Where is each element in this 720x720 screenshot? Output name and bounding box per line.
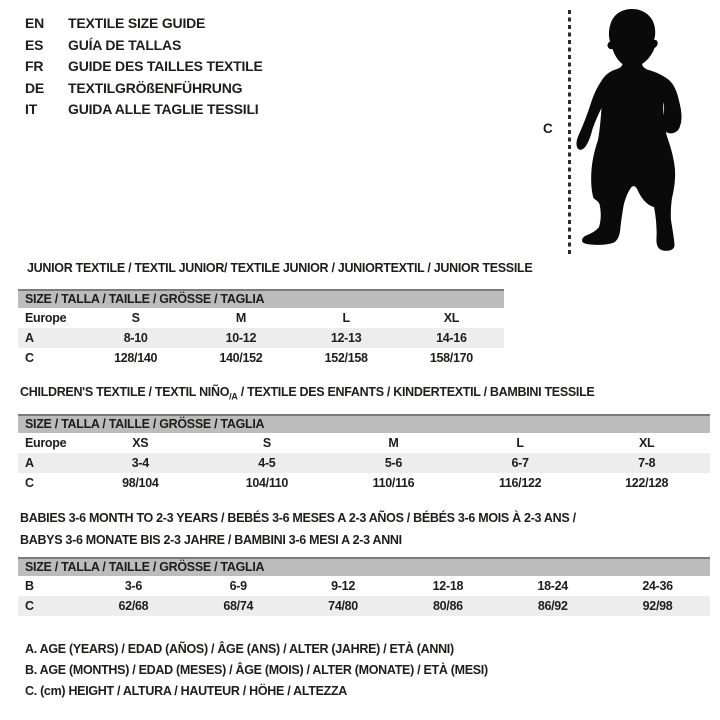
language-code: ES xyxy=(25,36,44,53)
cell: L xyxy=(516,436,524,450)
size-header-bar: SIZE / TALLA / TAILLE / GRÖSSE / TAGLIA xyxy=(18,557,710,576)
children-size-table xyxy=(18,414,710,493)
row-label: A xyxy=(25,331,34,345)
babies-table-title xyxy=(20,508,576,551)
cell: 104/110 xyxy=(245,476,289,490)
cell: 80/86 xyxy=(433,599,463,613)
language-code: DE xyxy=(25,79,45,96)
cell: M xyxy=(388,436,399,450)
language-row-es xyxy=(25,35,263,57)
cell: S xyxy=(262,436,271,450)
language-row-de xyxy=(25,78,263,100)
cell: 98/104 xyxy=(122,476,159,490)
legend-note-b: B. AGE (MONTHS) / EDAD (MESES) / ÂGE (MOIS) / ALTER (MONATE) / ETÀ (MESI) xyxy=(25,663,488,677)
cell: 68/74 xyxy=(223,599,254,613)
cell: 152/158 xyxy=(324,351,368,365)
cell: 18-24 xyxy=(537,579,568,593)
cell: 7-8 xyxy=(638,456,656,470)
language-code: FR xyxy=(25,58,44,74)
children-table-title xyxy=(20,385,594,402)
row-label: C xyxy=(25,351,34,365)
babies-size-table xyxy=(18,557,710,616)
cell: 62/68 xyxy=(118,599,149,613)
cell: 9-12 xyxy=(331,579,355,593)
table-row-height xyxy=(18,348,504,368)
cell: 12-18 xyxy=(432,579,464,593)
cell: XS xyxy=(132,436,149,450)
row-label: C xyxy=(25,476,34,490)
cell: 92/98 xyxy=(642,599,673,613)
legend-note-a: A. AGE (YEARS) / EDAD (AÑOS) / ÂGE (ANS) / ALTER (JAHRE) / ETÀ (ANNI) xyxy=(25,642,454,656)
table-row-europe xyxy=(18,308,504,328)
table-row-height xyxy=(18,596,710,616)
cell: 6-7 xyxy=(511,456,529,470)
language-label: GUÍA DE TALLAS xyxy=(68,36,182,53)
cell: 4-5 xyxy=(258,456,276,470)
junior-table-title: JUNIOR TEXTILE / TEXTIL JUNIOR/ TEXTILE JUNIOR / JUNIORTEXTIL / JUNIOR TESSILE xyxy=(27,261,533,275)
children-title-subscript: /A xyxy=(229,391,238,402)
row-label: Europe xyxy=(25,311,67,325)
babies-title-line1: BABIES 3-6 MONTH TO 2-3 YEARS / BEBÉS 3-6 MESES A 2-3 AÑOS / BÉBÉS 3-6 MOIS À 2-3 ANS / xyxy=(20,511,576,525)
language-row-it xyxy=(25,99,263,121)
cell: 24-36 xyxy=(642,579,673,593)
row-label: Europe xyxy=(25,436,67,450)
size-header-bar: SIZE / TALLA / TAILLE / GRÖSSE / TAGLIA xyxy=(18,414,710,433)
cell: 158/170 xyxy=(429,351,473,365)
cell: 5-6 xyxy=(384,456,403,470)
table-row-europe xyxy=(18,433,710,453)
language-label: TEXTILE SIZE GUIDE xyxy=(68,15,206,31)
height-measure-label: C xyxy=(543,121,553,136)
junior-size-table xyxy=(18,289,504,368)
row-label: B xyxy=(25,579,34,593)
row-label: C xyxy=(25,599,34,613)
language-row-en xyxy=(25,13,263,35)
language-row-fr xyxy=(25,56,263,78)
cell: 128/140 xyxy=(114,351,158,365)
toddler-silhouette-icon xyxy=(570,5,710,255)
cell: XL xyxy=(638,436,655,450)
cell: 14-16 xyxy=(436,331,467,345)
cell: 74/80 xyxy=(328,599,358,613)
table-row-height xyxy=(18,473,710,493)
cell: 12-13 xyxy=(330,331,362,345)
cell: L xyxy=(342,311,350,325)
cell: 122/128 xyxy=(625,476,669,490)
table-row-age-months xyxy=(18,576,710,596)
legend-note-c: C. (cm) HEIGHT / ALTURA / HAUTEUR / HÖHE / ALTEZZA xyxy=(25,684,348,698)
size-header-bar: SIZE / TALLA / TAILLE / GRÖSSE / TAGLIA xyxy=(18,289,504,308)
cell: 10-12 xyxy=(225,331,257,345)
cell: XL xyxy=(443,311,460,325)
language-code: IT xyxy=(25,101,38,117)
cell: 110/116 xyxy=(372,476,415,490)
legend-notes xyxy=(25,639,488,702)
table-row-age xyxy=(18,453,710,473)
language-label: GUIDA ALLE TAGLIE TESSILI xyxy=(68,101,259,117)
language-code: EN xyxy=(25,15,45,31)
cell: S xyxy=(131,311,140,325)
cell: 140/152 xyxy=(219,351,263,365)
cell: 86/92 xyxy=(537,599,568,613)
cell: M xyxy=(235,311,246,325)
cell: 3-6 xyxy=(124,579,142,593)
language-label: TEXTILGRÖßENFÜHRUNG xyxy=(68,79,243,96)
cell: 8-10 xyxy=(123,331,148,345)
cell: 116/122 xyxy=(498,476,542,490)
cell: 6-9 xyxy=(229,579,247,593)
row-label: A xyxy=(25,456,34,470)
language-title-list xyxy=(25,13,263,121)
children-title-text: CHILDREN'S TEXTILE / TEXTIL NIÑO xyxy=(20,385,230,399)
table-row-age xyxy=(18,328,504,348)
babies-title-line2: BABYS 3-6 MONATE BIS 2-3 JAHRE / BAMBINI 3-6 MESI A 2-3 ANNI xyxy=(20,532,402,547)
children-title-text: / TEXTILE DES ENFANTS / KINDERTEXTIL / BAMBINI TESSILE xyxy=(237,385,595,399)
language-label: GUIDE DES TAILLES TEXTILE xyxy=(68,58,263,74)
cell: 3-4 xyxy=(131,456,149,470)
